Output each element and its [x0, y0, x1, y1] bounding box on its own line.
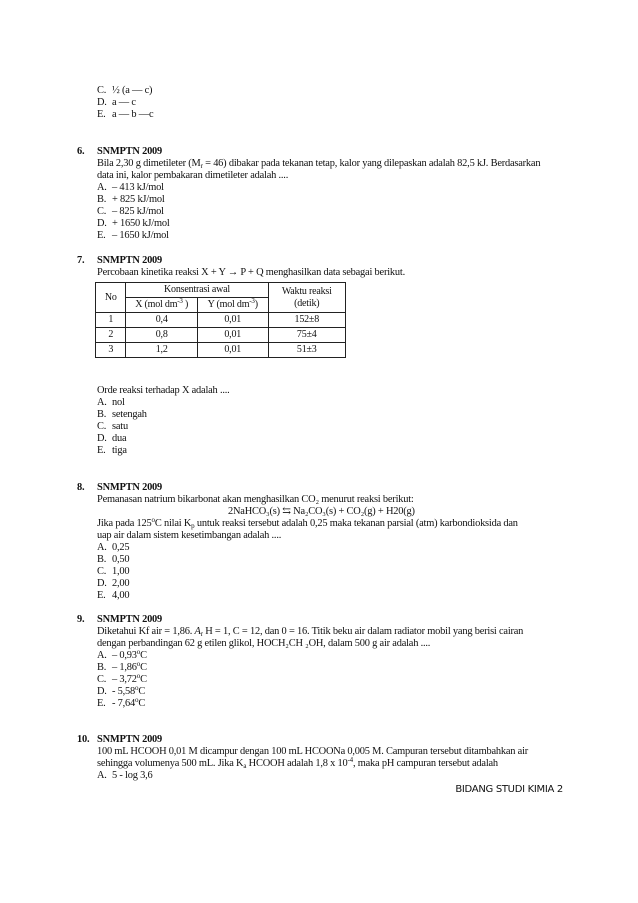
q9-option-d: D. - 5,58$^o$C — [97, 684, 146, 697]
q6-number: 6. — [77, 146, 85, 157]
q8-equation: 2NaHCO₃(s) ⇆ Na₂CO₃(s) + CO₂(g) + H20(g) — [228, 506, 415, 517]
q9-option-a: A. – 0,93$^o$C — [97, 648, 147, 661]
table-header-group: Konsentrasi awal — [126, 283, 268, 298]
q7-option-d: D. dua — [97, 433, 127, 444]
q10-title: SNMPTN 2009 — [97, 734, 163, 745]
table-header-no: No — [96, 283, 126, 313]
q9-title: SNMPTN 2009 — [97, 614, 163, 625]
q8-title: SNMPTN 2009 — [97, 482, 163, 493]
table-row: 1 0,4 0,01 152±8 — [96, 313, 346, 328]
q8-option-c: C. 1,00 — [97, 566, 130, 577]
table-row: 2 0,8 0,01 75±4 — [96, 328, 346, 343]
page-footer: BIDANG STUDI KIMIA 2 — [455, 784, 563, 795]
q8-option-d: D. 2,00 — [97, 578, 130, 589]
q6-option-b: B. + 825 kJ/mol — [97, 194, 165, 205]
q6-text-line1: Bila 2,30 g dimetileter $(M_r = 46)$ dibakar pada tekanan tetap, kalor yang dilepaskan adalah 82,5 kJ. Berdasarkan — [97, 158, 541, 170]
q6-option-d: D. + 1650 kJ/mol — [97, 218, 170, 229]
q7-option-c: C. satu — [97, 421, 128, 432]
q6-option-c: C. – 825 kJ/mol — [97, 206, 164, 217]
kinetics-table — [95, 282, 346, 358]
q9-option-b: B. – 1,86$^o$C — [97, 660, 147, 673]
q8-option-e: E. 4,00 — [97, 590, 130, 601]
q9-option-c: C. – 3,72$^o$C — [97, 672, 147, 685]
q7-intro: Percobaan kinetika reaksi X + Y → P + Q menghasilkan data sebagai berikut. — [97, 267, 405, 278]
q7-option-e: E. tiga — [97, 445, 127, 456]
q8-text-line1: Pemanasan natrium bikarbonat akan menghasilkan CO₂ menurut reaksi berikut: — [97, 494, 414, 505]
q8-number: 8. — [77, 482, 85, 493]
q8-option-b: B. 0,50 — [97, 554, 130, 565]
table-header-time: Waktu reaksi (detik) — [268, 283, 345, 313]
q7-option-a: A. nol — [97, 397, 125, 408]
q5-option-e: E. a — b —c — [97, 109, 154, 120]
q10-number: 10. — [77, 734, 90, 745]
q9-number: 9. — [77, 614, 85, 625]
q5-option-d: D. a — c — [97, 97, 136, 108]
q9-option-e: E. - 7,64$^o$C — [97, 696, 146, 709]
q6-text-line2: data ini, kalor pembakaran dimetileter adalah .... — [97, 170, 289, 181]
q7-question: Orde reaksi terhadap X adalah .... — [97, 385, 230, 396]
q6-option-e: E. – 1650 kJ/mol — [97, 230, 169, 241]
table-row: 3 1,2 0,01 51±3 — [96, 343, 346, 358]
q7-number: 7. — [77, 255, 85, 266]
q10-text-line1: 100 mL HCOOH 0,01 M dicampur dengan 100 mL HCOONa 0,005 M. Campuran tersebut ditambahkan air — [97, 746, 529, 757]
q7-title: SNMPTN 2009 — [97, 255, 163, 266]
q6-title: SNMPTN 2009 — [97, 146, 163, 157]
q7-option-b: B. setengah — [97, 409, 147, 420]
q8-text-line3: Jika pada 125$^o$C nilai $K_p$ untuk reaksi tersebut adalah 0,25 maka tekanan parsial (atm) karbondioksida dan — [97, 516, 518, 530]
q9-text-line2: dengan perbandingan 62 g etilen glikol, HOCH₂CH ₂OH, dalam 500 g air adalah .... — [97, 638, 431, 649]
table-header-x: X (mol $dm^{-3}$ ) — [126, 298, 197, 313]
q8-text-line4: uap air dalam sistem kesetimbangan adalah .... — [97, 530, 282, 541]
table-header-y: Y (mol $dm^{-3}$) — [197, 298, 268, 313]
q8-option-a: A. 0,25 — [97, 542, 130, 553]
q6-option-a: A. – 413 kJ/mol — [97, 182, 164, 193]
q10-text-line2: sehingga volumenya 500 mL. Jika $K_a$ HCOOH adalah 1,8 x $10^{-4}$, maka pH campuran tersebut adalah — [97, 756, 498, 770]
q5-option-c: C. ½ (a — c) — [97, 85, 153, 96]
q10-option-a: A. 5 - log 3,6 — [97, 770, 153, 781]
q9-text-line1: Diketahui Kf air = 1,86. $A_r$ H = 1, C = 12, dan 0 = 16. Titik beku air dalam radiator mobil yang berisi cairan — [97, 626, 524, 638]
